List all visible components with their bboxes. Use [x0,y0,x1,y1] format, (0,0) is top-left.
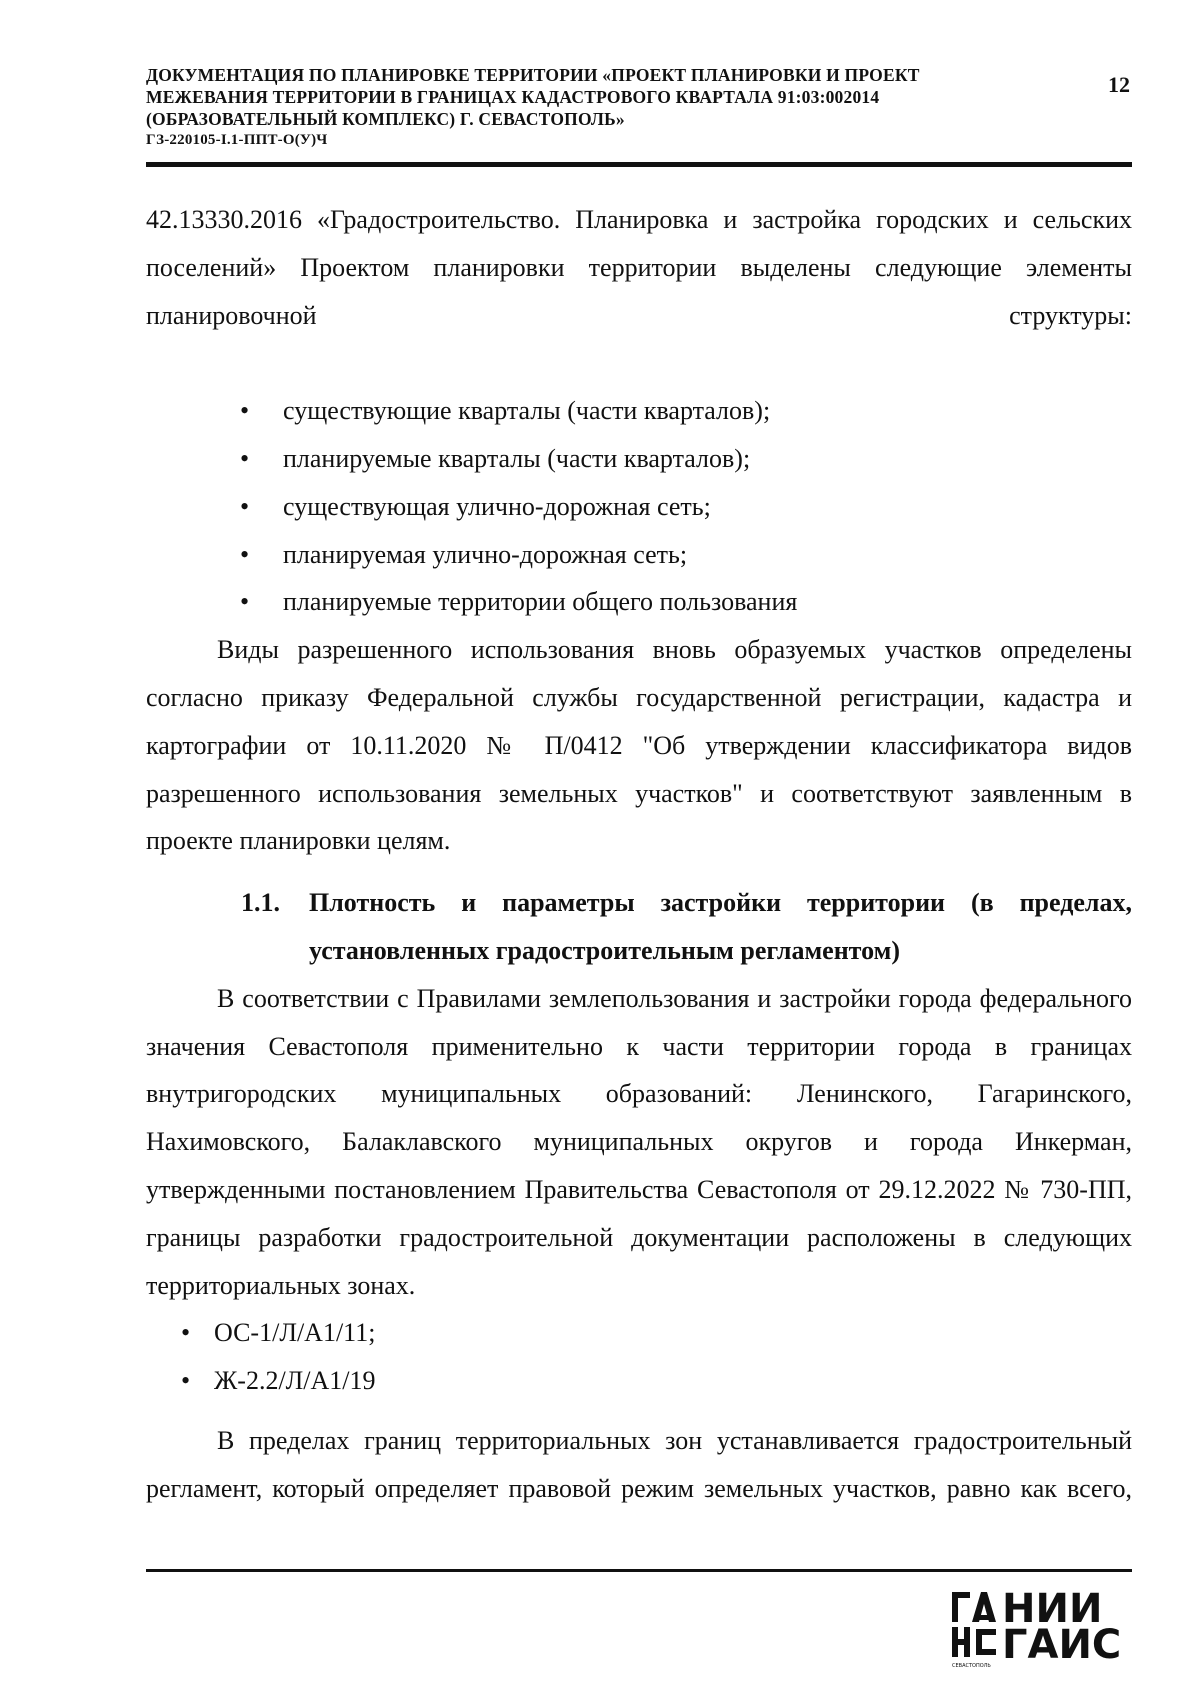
list-item: • ОС-1/Л/А1/11; [146,1309,1132,1357]
header-rule [146,162,1132,167]
paragraph: Виды разрешенного использования вновь образуемых участков определены согласно приказу Федеральной службы государственной регистрации, кадастра и картографии от 10.11.2020 № П/0412 "Об утверждении классификатора видов разрешенного использования земельных участков" и соответствуют заявленным в проекте планировки целям. [146,635,1132,856]
list-item: • Ж-2.2/Л/А1/19 [146,1357,1132,1405]
section-title: Плотность и параметры застройки территории (в пределах, установленных градостроительным регламентом) [309,888,1132,965]
header-line: (ОБРАЗОВАТЕЛЬНЫЙ КОМПЛЕКС) Г. СЕВАСТОПОЛЬ» [146,109,625,129]
list-item: • планируемые территории общего пользования [146,578,1132,626]
document-code: ГЗ-220105-I.1-ППТ-О(У)Ч [146,132,328,148]
section-number: 1.1. [241,888,280,918]
niigais-logo [950,1586,1150,1670]
paragraph: 42.13330.2016 «Градостроительство. Планировка и застройка городских и сельских поселений» Проектом планировки территории выделены следующие элементы планировочной структуры: [146,205,1132,330]
header-line: ДОКУМЕНТАЦИЯ ПО ПЛАНИРОВКЕ ТЕРРИТОРИИ «ПРОЕКТ ПЛАНИРОВКИ И ПРОЕКТ [146,65,920,85]
logo-line2: ГАИС [1002,1622,1122,1668]
paragraph: В пределах границ территориальных зон устанавливается градостроительный регламент, который определяет правовой режим земельных участков, равно как всего, [146,1425,1132,1503]
list-item: • планируемая улично-дорожная сеть; [146,531,1132,579]
list-item: • существующая улично-дорожная сеть; [146,483,1132,531]
paragraph: В соответствии с Правилами землепользования и застройки города федерального значения Севастополя применительно к части территории города в границах внутригородских муниципальных образований: Ленинского, Гагаринского, Нахимовского, Балаклавского муниципальных округов и города Инкерман, утвержденными постановлением Правительства Севастополя от 29.12.2022 № 730-ПП, границы разработки градостроительной документации расположены в следующих территориальных зонах. [146,983,1132,1300]
list-item: • существующие кварталы (части кварталов); [146,387,1132,435]
page-header [146,64,1006,150]
logo-sub: СЕВАСТОПОЛЬ [952,1663,991,1669]
list-item: • планируемые кварталы (части кварталов); [146,435,1132,483]
zones-list [146,1309,1132,1405]
document-body [146,196,1132,1560]
page-number: 12 [1108,72,1130,97]
section-heading [146,879,1132,975]
structure-elements-list [146,387,1132,626]
logo-line1: НИИ [1002,1586,1103,1632]
header-line: МЕЖЕВАНИЯ ТЕРРИТОРИИ В ГРАНИЦАХ КАДАСТРОВОГО КВАРТАЛА 91:03:002014 [146,87,880,107]
footer-rule [146,1569,1132,1572]
